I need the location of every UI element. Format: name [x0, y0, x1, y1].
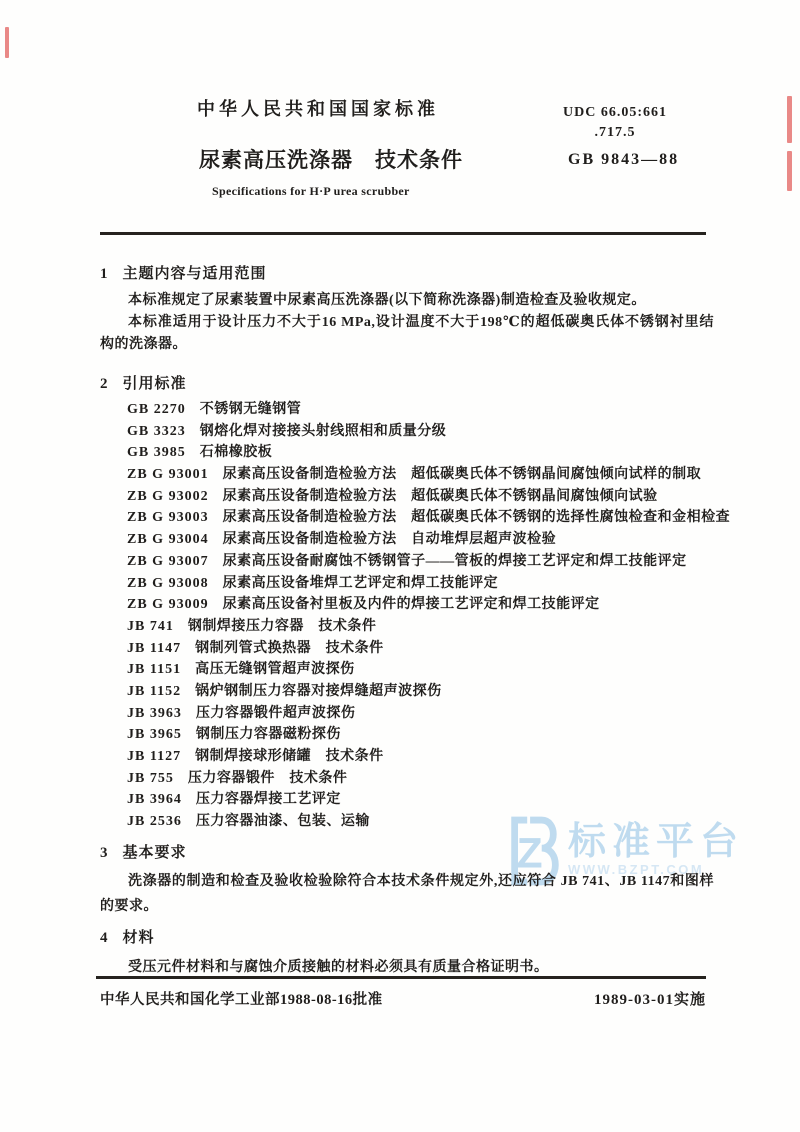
- standard-ref-code: GB 3985: [127, 445, 186, 461]
- standard-ref-item: [127, 464, 730, 486]
- standard-ref-title: 压力容器锻件 技术条件: [187, 770, 348, 786]
- section-2-number: 2: [100, 376, 109, 392]
- standard-ref-code: JB 1152: [127, 683, 182, 699]
- standard-ref-item: [127, 507, 730, 529]
- standard-ref-code: JB 2536: [127, 814, 182, 830]
- standard-ref-title: 钢制压力容器磁粉探伤: [195, 727, 341, 743]
- section-4-number: 4: [100, 930, 109, 946]
- udc-line1: UDC 66.05:661: [563, 105, 667, 120]
- watermark-text: 标准平台: [568, 821, 745, 863]
- standard-ref-item: [127, 442, 730, 464]
- section-3-paragraph-1: 洗涤器的制造和检查及验收检验除符合本技术条件规定外,还应符合 JB 741、JB 1147和图样的要求。: [100, 874, 714, 914]
- section-2-title: 引用标准: [122, 376, 187, 392]
- standard-ref-code: JB 1147: [127, 640, 182, 656]
- standard-ref-item: [127, 746, 730, 768]
- document-title: 尿素高压洗涤器 技术条件: [199, 148, 463, 172]
- standard-ref-item: [127, 789, 730, 811]
- standard-ref-code: ZB G 93003: [127, 510, 209, 526]
- standard-ref-item: [127, 529, 730, 551]
- standard-ref-item: [127, 594, 730, 616]
- section-1-title: 主题内容与适用范围: [122, 266, 267, 282]
- standard-ref-code: ZB G 93009: [127, 597, 209, 613]
- standard-ref-title: 尿素高压设备堆焊工艺评定和焊工技能评定: [222, 575, 499, 591]
- standard-ref-title: 压力容器焊接工艺评定: [195, 792, 341, 808]
- standard-ref-item: [127, 768, 730, 790]
- standard-ref-title: 钢制焊接球形储罐 技术条件: [195, 749, 384, 764]
- standard-ref-code: GB 2270: [127, 402, 186, 417]
- standard-ref-item: [127, 659, 730, 681]
- section-1-number: 1: [100, 266, 109, 282]
- standard-ref-title: 尿素高压设备制造检验方法 超低碳奥氏体不锈钢的选择性腐蚀检查和金相检查: [222, 510, 731, 526]
- standard-ref-title: 不锈钢无缝钢管: [199, 402, 302, 417]
- section-3-number: 3: [100, 845, 109, 861]
- standard-ref-code: ZB G 93008: [127, 575, 209, 591]
- standard-ref-title: 尿素高压设备耐腐蚀不锈钢管子——管板的焊接工艺评定和焊工技能评定: [222, 553, 687, 569]
- scan-mark-right-2: [787, 151, 792, 191]
- standard-ref-code: JB 755: [127, 770, 174, 786]
- udc-line2: .717.5: [594, 125, 636, 140]
- standard-ref-title: 尿素高压设备制造检验方法 超低碳奥氏体不锈钢晶间腐蚀倾向试验: [222, 488, 658, 504]
- watermark-url: WWW.BZPT.COM: [568, 862, 705, 877]
- section-1-paragraph-1: 本标准规定了尿素装置中尿素高压洗涤器(以下简称洗涤器)制造检查及验收规定。: [128, 293, 646, 308]
- svg-text:Z: Z: [516, 829, 543, 878]
- standard-ref-item: [127, 681, 730, 703]
- standard-ref-code: JB 3965: [127, 727, 182, 743]
- section-4-paragraph-1: 受压元件材料和与腐蚀介质接触的材料必须具有质量合格证明书。: [128, 960, 549, 975]
- english-subtitle: Specifications for H·P urea scrubber: [212, 184, 410, 198]
- national-standard-label: 中华人民共和国国家标准: [197, 99, 439, 119]
- standard-ref-title: 尿素高压设备制造检验方法 自动堆焊层超声波检验: [222, 532, 557, 548]
- standard-ref-title: 钢制列管式换热器 技术条件: [195, 640, 384, 656]
- standard-ref-item: [127, 616, 730, 638]
- standard-ref-title: 钢熔化焊对接接头射线照相和质量分级: [199, 423, 447, 439]
- standard-ref-code: ZB G 93007: [127, 553, 209, 569]
- standard-ref-code: JB 3963: [127, 705, 182, 721]
- standard-ref-code: GB 3323: [127, 423, 186, 439]
- standard-ref-item: [127, 811, 730, 833]
- standard-ref-title: 尿素高压设备制造检验方法 超低碳奥氏体不锈钢晶间腐蚀倾向试样的制取: [222, 467, 702, 483]
- standard-ref-title: 尿素高压设备衬里板及内件的焊接工艺评定和焊工技能评定: [222, 597, 600, 613]
- standard-ref-code: ZB G 93001: [127, 467, 209, 483]
- section-4-title: 材料: [122, 930, 155, 946]
- udc-number: [556, 103, 674, 143]
- standard-ref-item: [127, 638, 730, 660]
- scan-mark-right-1: [787, 96, 792, 143]
- standard-ref-title: 压力容器锻件超声波探伤: [195, 705, 356, 721]
- standard-ref-title: 高压无缝钢管超声波探伤: [195, 662, 355, 678]
- referenced-standards-list: [127, 399, 730, 833]
- standard-ref-item: [127, 421, 730, 443]
- scan-mark-top-left: [5, 27, 9, 58]
- standard-ref-item: [127, 399, 730, 421]
- section-1-paragraph-2: 本标准适用于设计压力不大于16 MPa,设计温度不大于198℃的超低碳奥氏体不锈钢衬里结构的洗涤器。: [100, 315, 714, 352]
- section-4-heading: [100, 926, 155, 947]
- standard-code: GB 9843—88: [568, 151, 680, 168]
- standard-ref-code: ZB G 93002: [127, 488, 209, 504]
- standard-ref-code: JB 1151: [127, 662, 182, 678]
- standard-ref-code: JB 3964: [127, 792, 182, 808]
- approval-note: 中华人民共和国化学工业部1988-08-16批准: [100, 992, 383, 1008]
- standard-ref-title: 石棉橡胶板: [199, 445, 273, 461]
- standard-ref-code: ZB G 93004: [127, 532, 209, 548]
- standard-ref-item: [127, 486, 730, 508]
- standard-ref-code: JB 1127: [127, 749, 182, 764]
- standard-ref-item: [127, 551, 730, 573]
- standard-ref-item: [127, 703, 730, 725]
- implementation-date: 1989-03-01实施: [594, 992, 706, 1008]
- section-3-heading: [100, 841, 187, 862]
- standard-ref-title: 锅炉钢制压力容器对接焊缝超声波探伤: [195, 683, 442, 699]
- header-divider: [100, 232, 706, 235]
- standard-ref-item: [127, 573, 730, 595]
- standard-ref-title: 压力容器油漆、包装、运输: [195, 814, 370, 830]
- section-3-title: 基本要求: [122, 845, 187, 861]
- standard-ref-title: 钢制焊接压力容器 技术条件: [187, 618, 377, 634]
- standard-ref-item: [127, 724, 730, 746]
- section-2-heading: [100, 372, 187, 393]
- standard-ref-code: JB 741: [127, 618, 174, 634]
- section-1-heading: [100, 262, 267, 283]
